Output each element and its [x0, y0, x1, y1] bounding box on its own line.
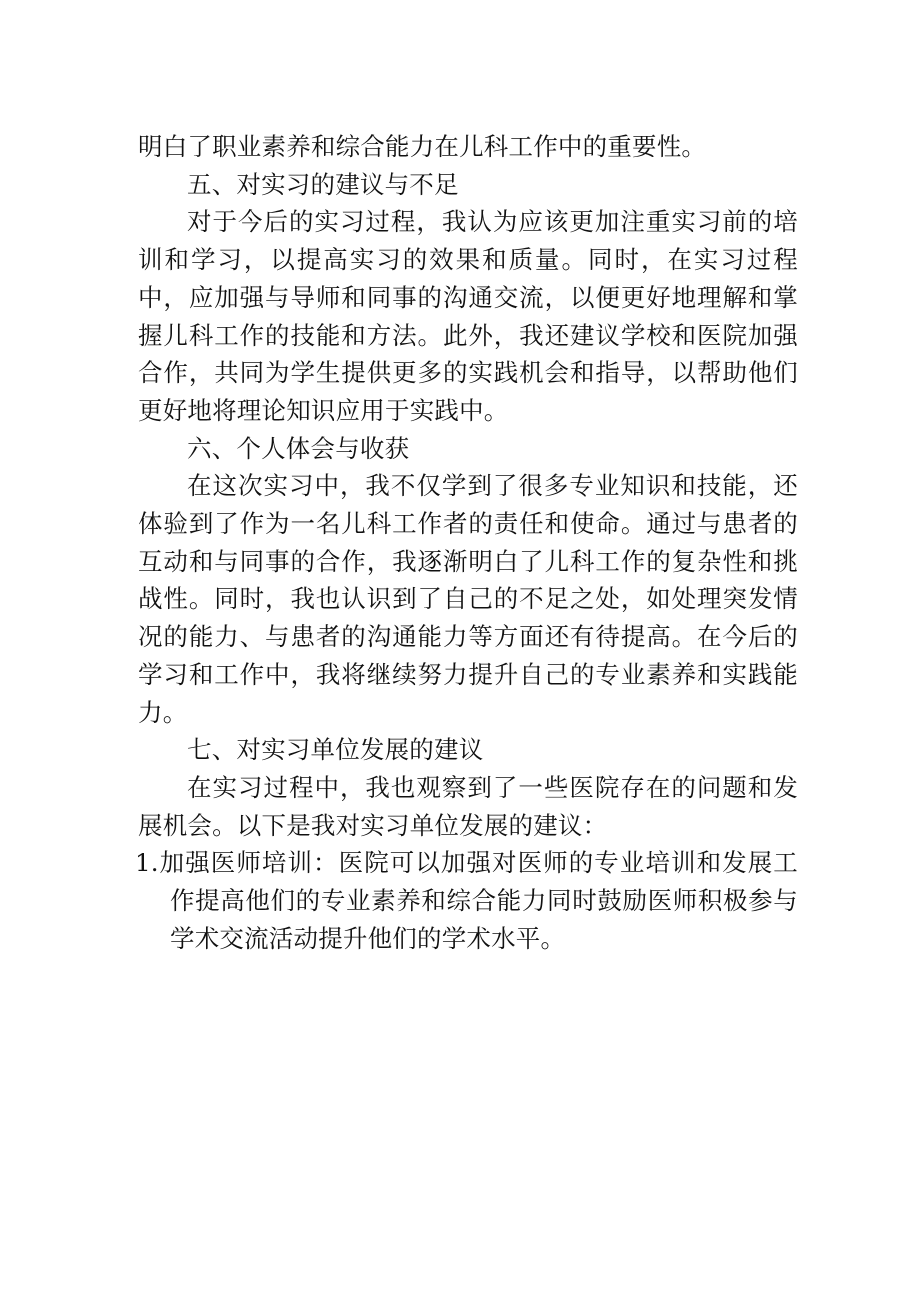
paragraph-development-intro: 在实习过程中，我也观察到了一些医院存在的问题和发展机会。以下是我对实习单位发展的建议：: [138, 772, 798, 840]
section-heading-7: 七、对实习单位发展的建议: [187, 735, 484, 765]
list-item-1: 1.加强医师培训：医院可以加强对医师的专业培训和发展工作提高他们的专业素养和综合能力同时鼓励医师积极参与学术交流活动提升他们的学术水平。: [135, 848, 798, 953]
document-body: [135, 128, 798, 957]
section-heading-5: 五、对实习的建议与不足: [187, 169, 459, 199]
paragraph-suggestions: 对于今后的实习过程，我认为应该更加注重实习前的培训和学习，以提高实习的效果和质量。同时，在实习过程中，应加强与导师和同事的沟通交流，以便更好地理解和掌握儿科工作的技能和方法。此外，我还建议学校和医院加强合作，共同为学生提供更多的实践机会和指导，以帮助他们更好地将理论知识应用于实践中。: [138, 207, 798, 425]
paragraph-experience: 在这次实习中，我不仅学到了很多专业知识和技能，还体验到了作为一名儿科工作者的责任和使命。通过与患者的互动和与同事的合作，我逐渐明白了儿科工作的复杂性和挑战性。同时，我也认识到了自己的不足之处，如处理突发情况的能力、与患者的沟通能力等方面还有待提高。在今后的学习和工作中，我将继续努力提升自己的专业素养和实践能力。: [138, 471, 798, 727]
continued-paragraph: 明白了职业素养和综合能力在儿科工作中的重要性。: [138, 132, 707, 161]
section-heading-6: 六、个人体会与收获: [187, 433, 410, 463]
